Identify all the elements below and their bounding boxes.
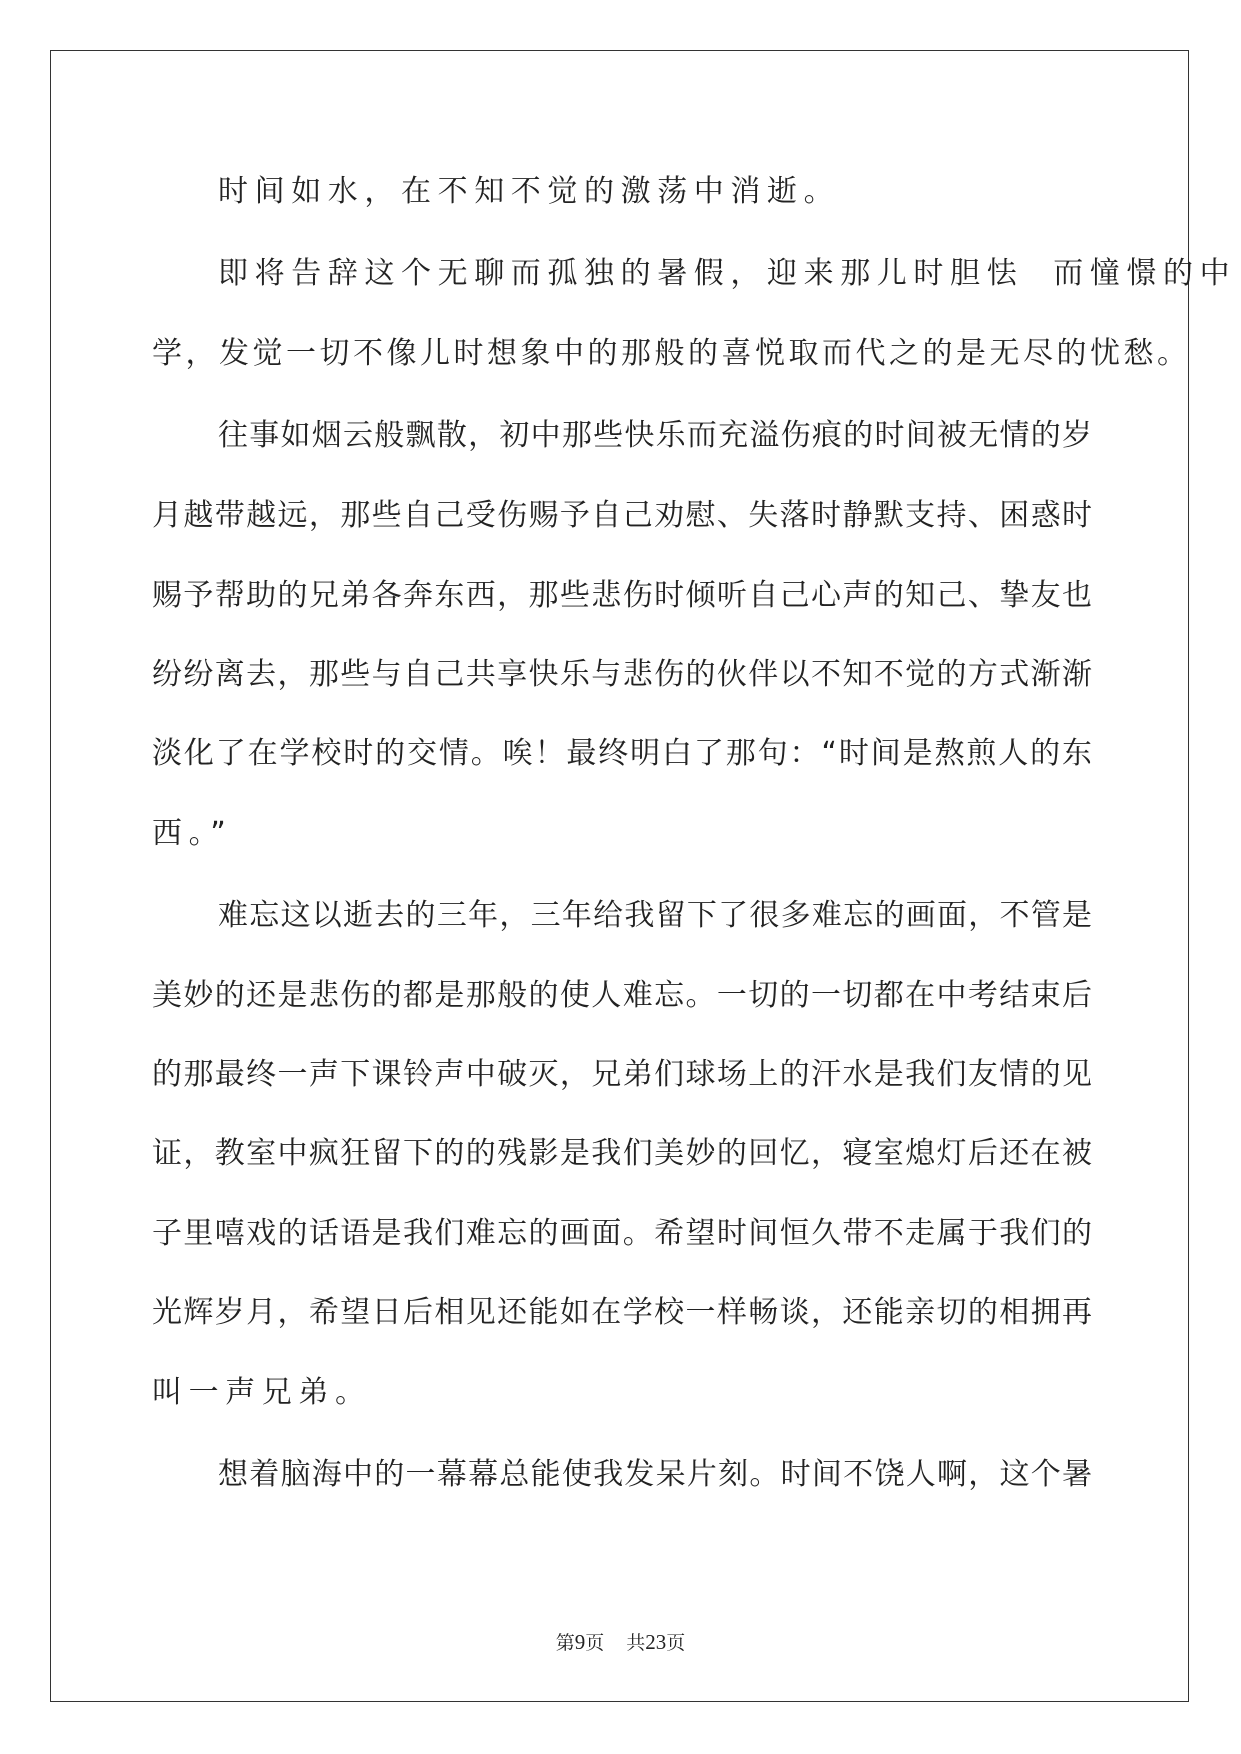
paragraph-4-line-2: 美妙的还是悲伤的都是那般的使人难忘。一切的一切都在中考结束后 — [152, 978, 1092, 1013]
paragraph-4-line-4: 证，教室中疯狂留下的的残影是我们美妙的回忆，寝室熄灯后还在被 — [152, 1136, 1092, 1171]
footer-total-suffix: 页 — [666, 1632, 686, 1654]
paragraph-3-line-2: 月越带越远，那些自己受伤赐予自己劝慰、失落时静默支持、困惑时 — [152, 498, 1092, 533]
paragraph-3-line-1: 往事如烟云般飘散，初中那些快乐而充溢伤痕的时间被无情的岁 — [218, 418, 1092, 453]
paragraph-1-line-1: 时间如水，在不知不觉的激荡中消逝。 — [218, 174, 841, 209]
paragraph-2-line-1-part-2: 而憧憬的中 — [1053, 256, 1237, 291]
paragraph-3-line-6: 西。” — [152, 816, 233, 851]
paragraph-5-line-1: 想着脑海中的一幕幕总能使我发呆片刻。时间不饶人啊，这个暑 — [218, 1457, 1092, 1492]
paragraph-4-line-7: 叫一声兄弟。 — [152, 1375, 372, 1410]
paragraph-2-line-1 — [218, 254, 1237, 294]
paragraph-2-line-1-part-1: 即将告辞这个无聊而孤独的暑假，迎来那儿时胆怯 — [218, 256, 1024, 291]
paragraph-2-line-2: 学，发觉一切不像儿时想象中的那般的喜悦取而代之的是无尽的忧愁。 — [152, 336, 1191, 371]
paragraph-4-line-1: 难忘这以逝去的三年，三年给我留下了很多难忘的画面，不管是 — [218, 898, 1092, 933]
footer-page-prefix: 第 — [555, 1632, 575, 1654]
page-footer — [0, 1628, 1241, 1655]
paragraph-3-line-3: 赐予帮助的兄弟各奔东西，那些悲伤时倾听自己心声的知己、挚友也 — [152, 578, 1092, 613]
footer-total-prefix: 共 — [626, 1632, 646, 1654]
paragraph-3-line-5: 淡化了在学校时的交情。唉！最终明白了那句：“时间是熬煎人的东 — [152, 736, 1092, 771]
paragraph-4-line-3: 的那最终一声下课铃声中破灭，兄弟们球场上的汗水是我们友情的见 — [152, 1057, 1092, 1092]
paragraph-3-line-4: 纷纷离去，那些与自己共享快乐与悲伤的伙伴以不知不觉的方式渐渐 — [152, 657, 1092, 692]
paragraph-4-line-5: 子里嘻戏的话语是我们难忘的画面。希望时间恒久带不走属于我们的 — [152, 1216, 1092, 1251]
footer-page-suffix: 页 — [585, 1632, 605, 1654]
footer-page-number: 9 — [574, 1630, 586, 1654]
paragraph-4-line-6: 光辉岁月，希望日后相见还能如在学校一样畅谈，还能亲切的相拥再 — [152, 1295, 1092, 1330]
footer-total-pages: 23 — [645, 1630, 667, 1654]
